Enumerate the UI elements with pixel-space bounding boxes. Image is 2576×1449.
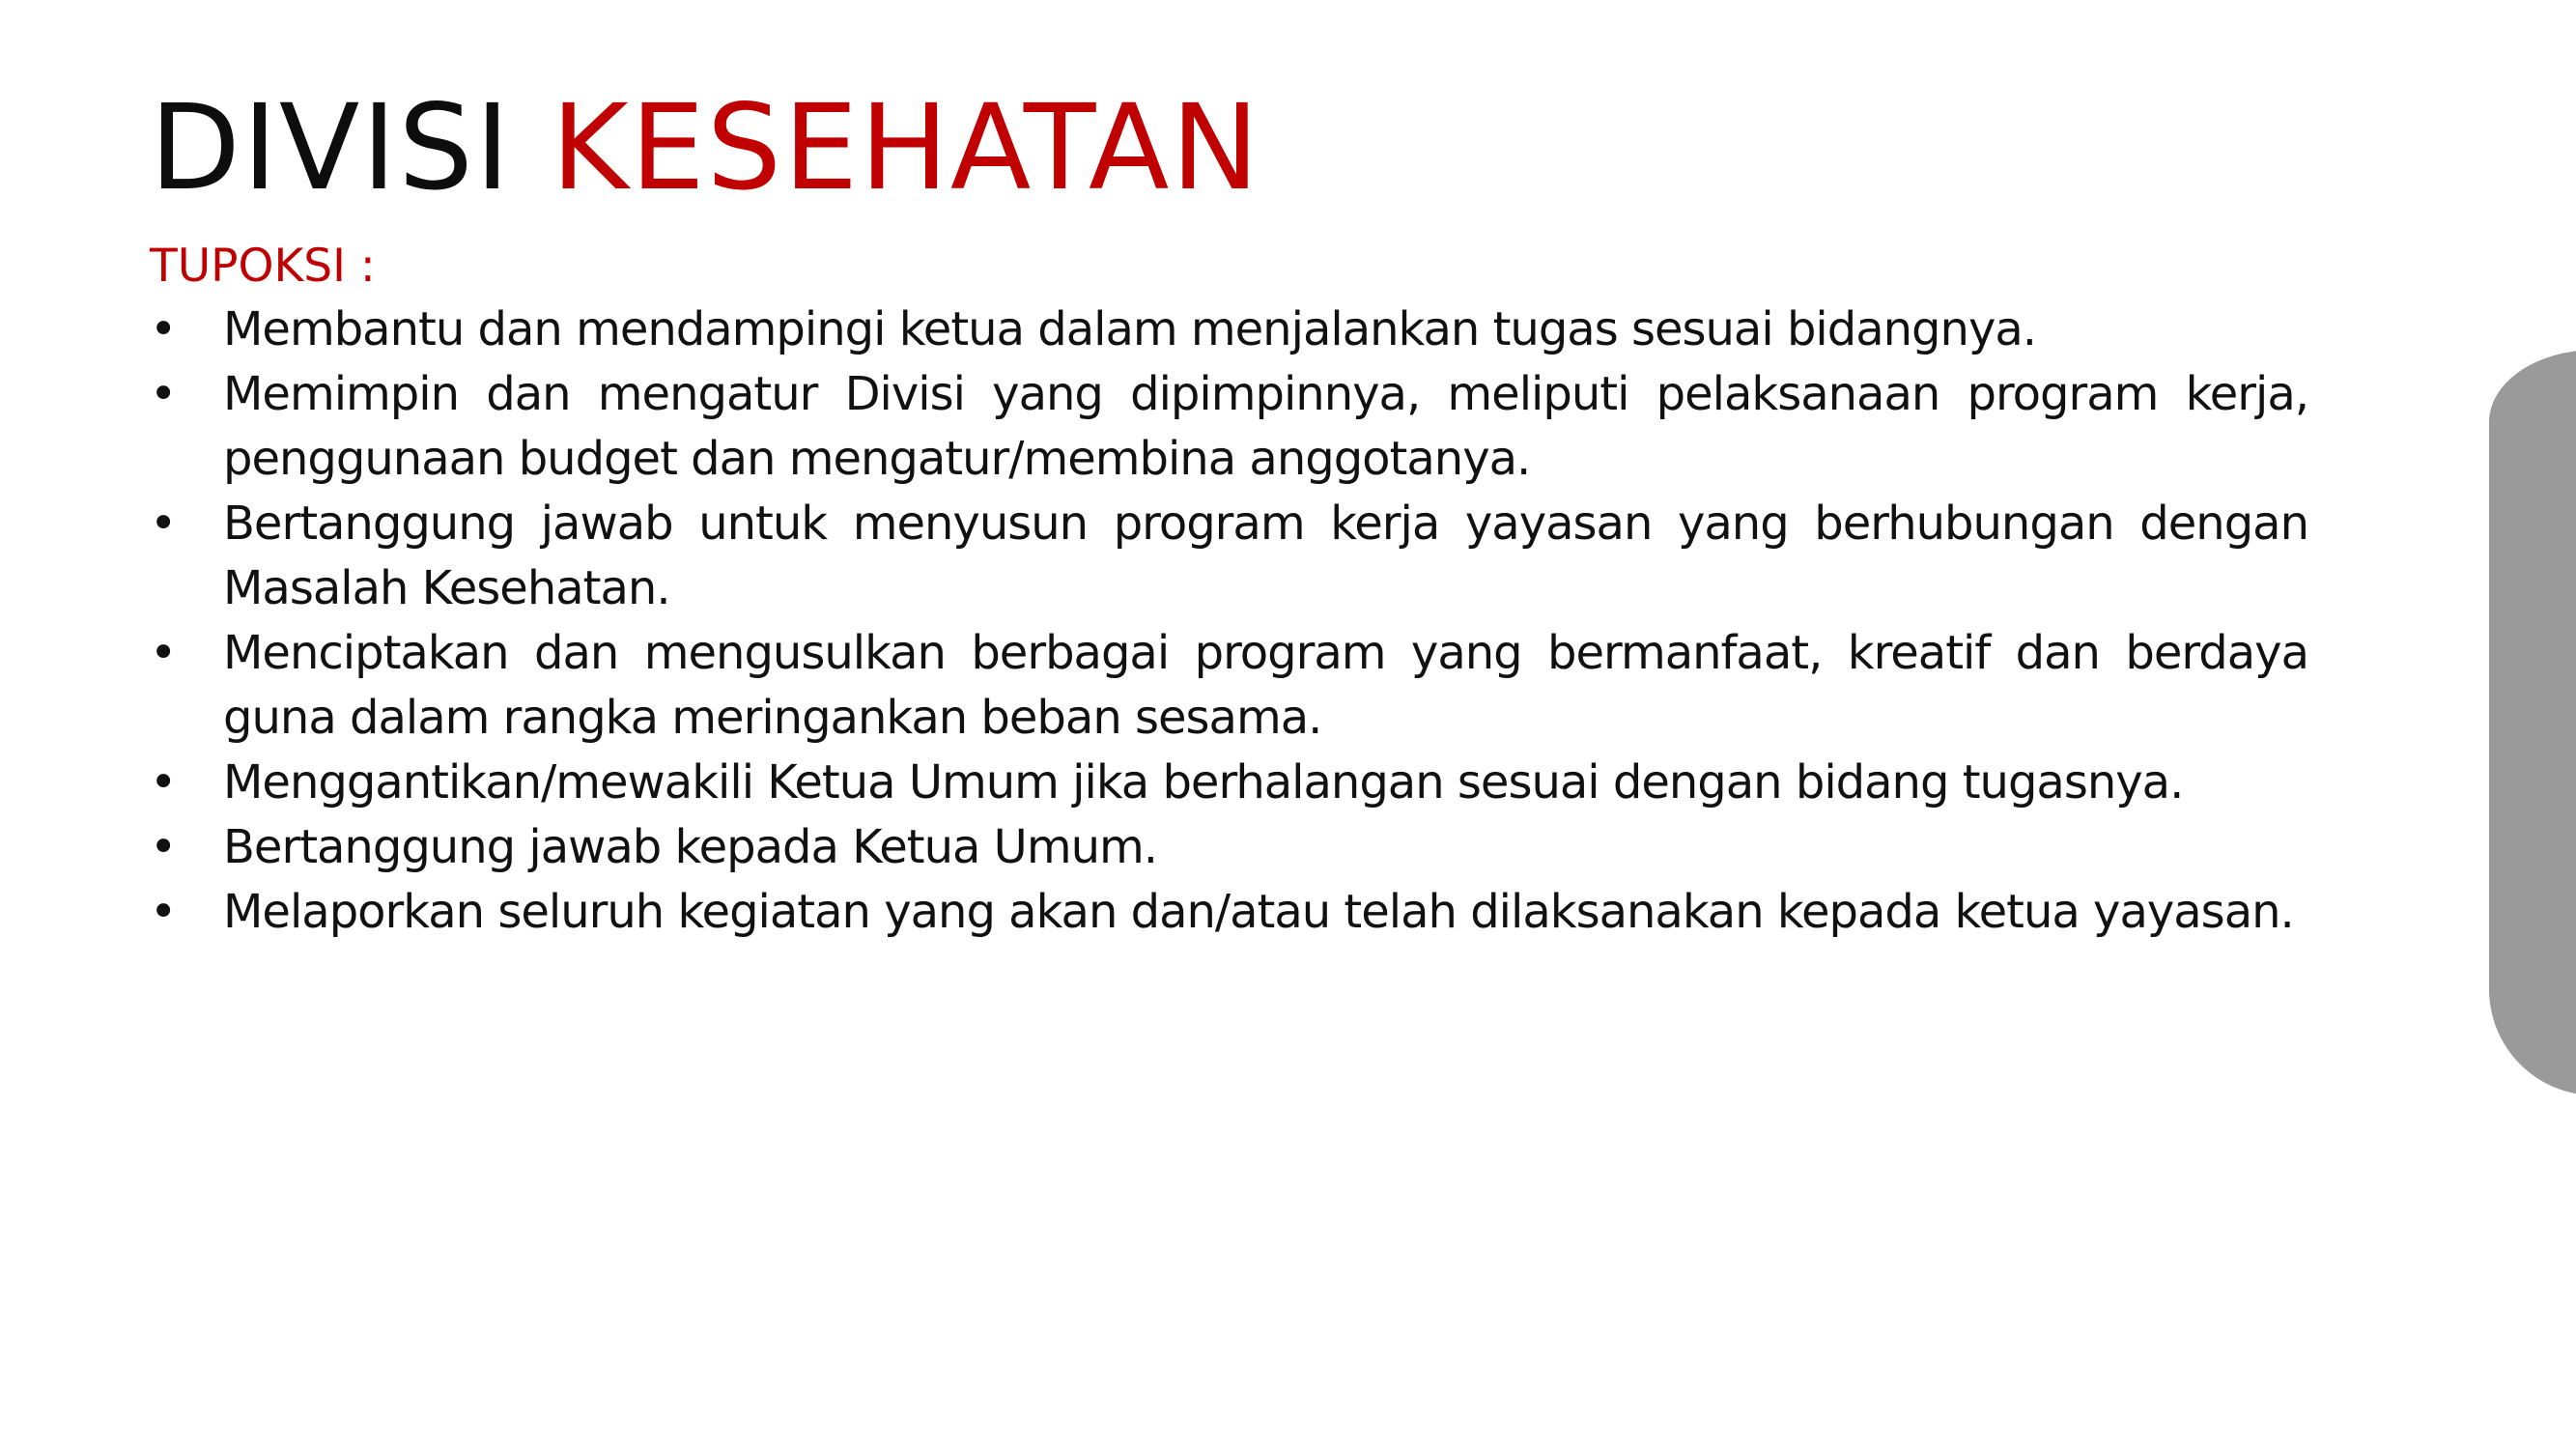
duties-list — [150, 298, 2308, 945]
duty-item — [150, 751, 2308, 815]
bullet-icon: • — [150, 820, 177, 874]
duty-text: Menciptakan dan mengusulkan berbagai program yang bermanfaat, kreatif dan berdaya guna dalam rangka meringankan beban sesama. — [223, 626, 2308, 745]
bullet-icon: • — [150, 367, 177, 421]
bullet-icon: • — [150, 302, 177, 356]
duty-item — [150, 298, 2308, 362]
duty-item — [150, 492, 2308, 621]
duty-text: Menggantikan/mewakili Ketua Umum jika berhalangan sesuai dengan bidang tugasnya. — [223, 755, 2184, 810]
duty-item — [150, 621, 2308, 751]
duty-item — [150, 815, 2308, 880]
slide-title — [150, 75, 1261, 220]
decorative-side-tab — [2489, 350, 2576, 1095]
bullet-icon: • — [150, 755, 177, 810]
duty-text: Bertanggung jawab untuk menyusun program kerja yayasan yang berhubungan dengan Masalah Kesehatan. — [223, 497, 2308, 615]
bullet-icon: • — [150, 497, 177, 551]
duty-item — [150, 880, 2308, 945]
title-word-kesehatan: KESEHATAN — [551, 79, 1261, 216]
duty-text: Melaporkan seluruh kegiatan yang akan dan/atau telah dilaksanakan kepada ketua yayasan. — [223, 885, 2294, 939]
title-word-divisi: DIVISI — [150, 79, 512, 216]
duty-text: Memimpin dan mengatur Divisi yang dipimpinnya, meliputi pelaksanaan program kerja, penggunaan budget dan mengatur/membina anggotanya. — [223, 367, 2308, 486]
duty-item — [150, 362, 2308, 492]
duty-text: Membantu dan mendampingi ketua dalam menjalankan tugas sesuai bidangnya. — [223, 302, 2037, 356]
tupoksi-heading: TUPOKSI : — [150, 240, 376, 293]
bullet-icon: • — [150, 885, 177, 939]
bullet-icon: • — [150, 626, 177, 680]
duty-text: Bertanggung jawab kepada Ketua Umum. — [223, 820, 1158, 874]
